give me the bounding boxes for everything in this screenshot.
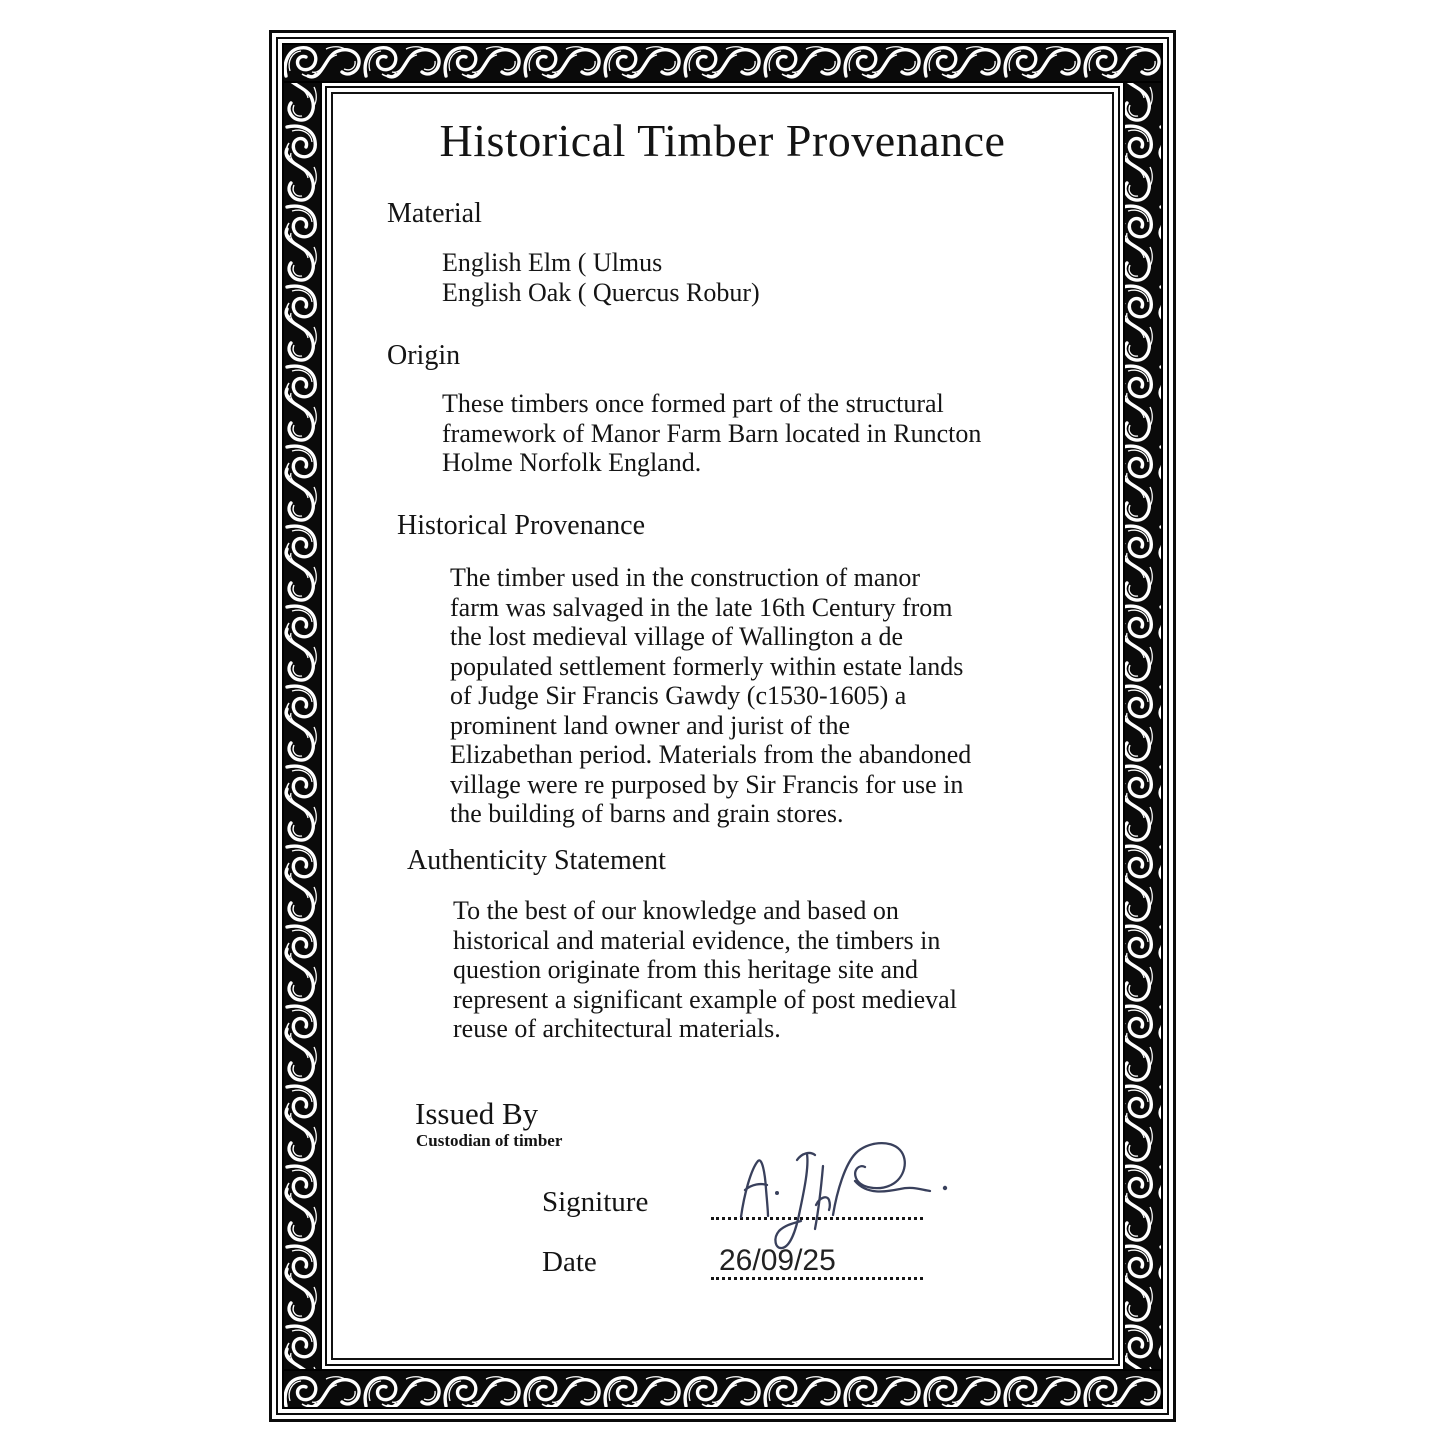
date-line bbox=[711, 1277, 923, 1280]
section-label-historical-provenance: Historical Provenance bbox=[397, 510, 646, 541]
certificate-sheet bbox=[269, 30, 1176, 1422]
issued-by-label: Issued By bbox=[415, 1096, 539, 1131]
section-body-origin: These timbers once formed part of the structural framework of Manor Farm Barn located in Runcton Holme Norfolk England. bbox=[442, 389, 982, 477]
certificate-title: Historical Timber Provenance bbox=[439, 115, 1006, 166]
date-label: Date bbox=[542, 1246, 597, 1278]
section-body-historical-provenance: The timber used in the construction of manor farm was salvaged in the late 16th Century from the lost medieval village of Wallington a de populated settlement formerly within estate lands of Judge Sir Francis Gawdy (c1530-1605) a prominent land owner and jurist of the Elizabethan period. Materials from the abandoned village were re purposed by Sir Francis for use in the building of barns and grain stores. bbox=[450, 563, 972, 828]
section-label-material: Material bbox=[387, 198, 482, 229]
section-label-authenticity: Authenticity Statement bbox=[407, 845, 666, 876]
section-body-material: English Elm ( Ulmus English Oak ( Quercus Robur) bbox=[442, 248, 760, 307]
section-body-authenticity: To the best of our knowledge and based on historical and material evidence, the timbers in question originate from this heritage site and represent a significant example of post medieval reuse of architectural materials. bbox=[453, 896, 957, 1043]
issued-by-subtitle: Custodian of timber bbox=[416, 1131, 563, 1150]
signature-label: Signiture bbox=[542, 1186, 649, 1218]
section-label-origin: Origin bbox=[387, 340, 461, 371]
date-value: 26/09/25 bbox=[719, 1244, 836, 1277]
